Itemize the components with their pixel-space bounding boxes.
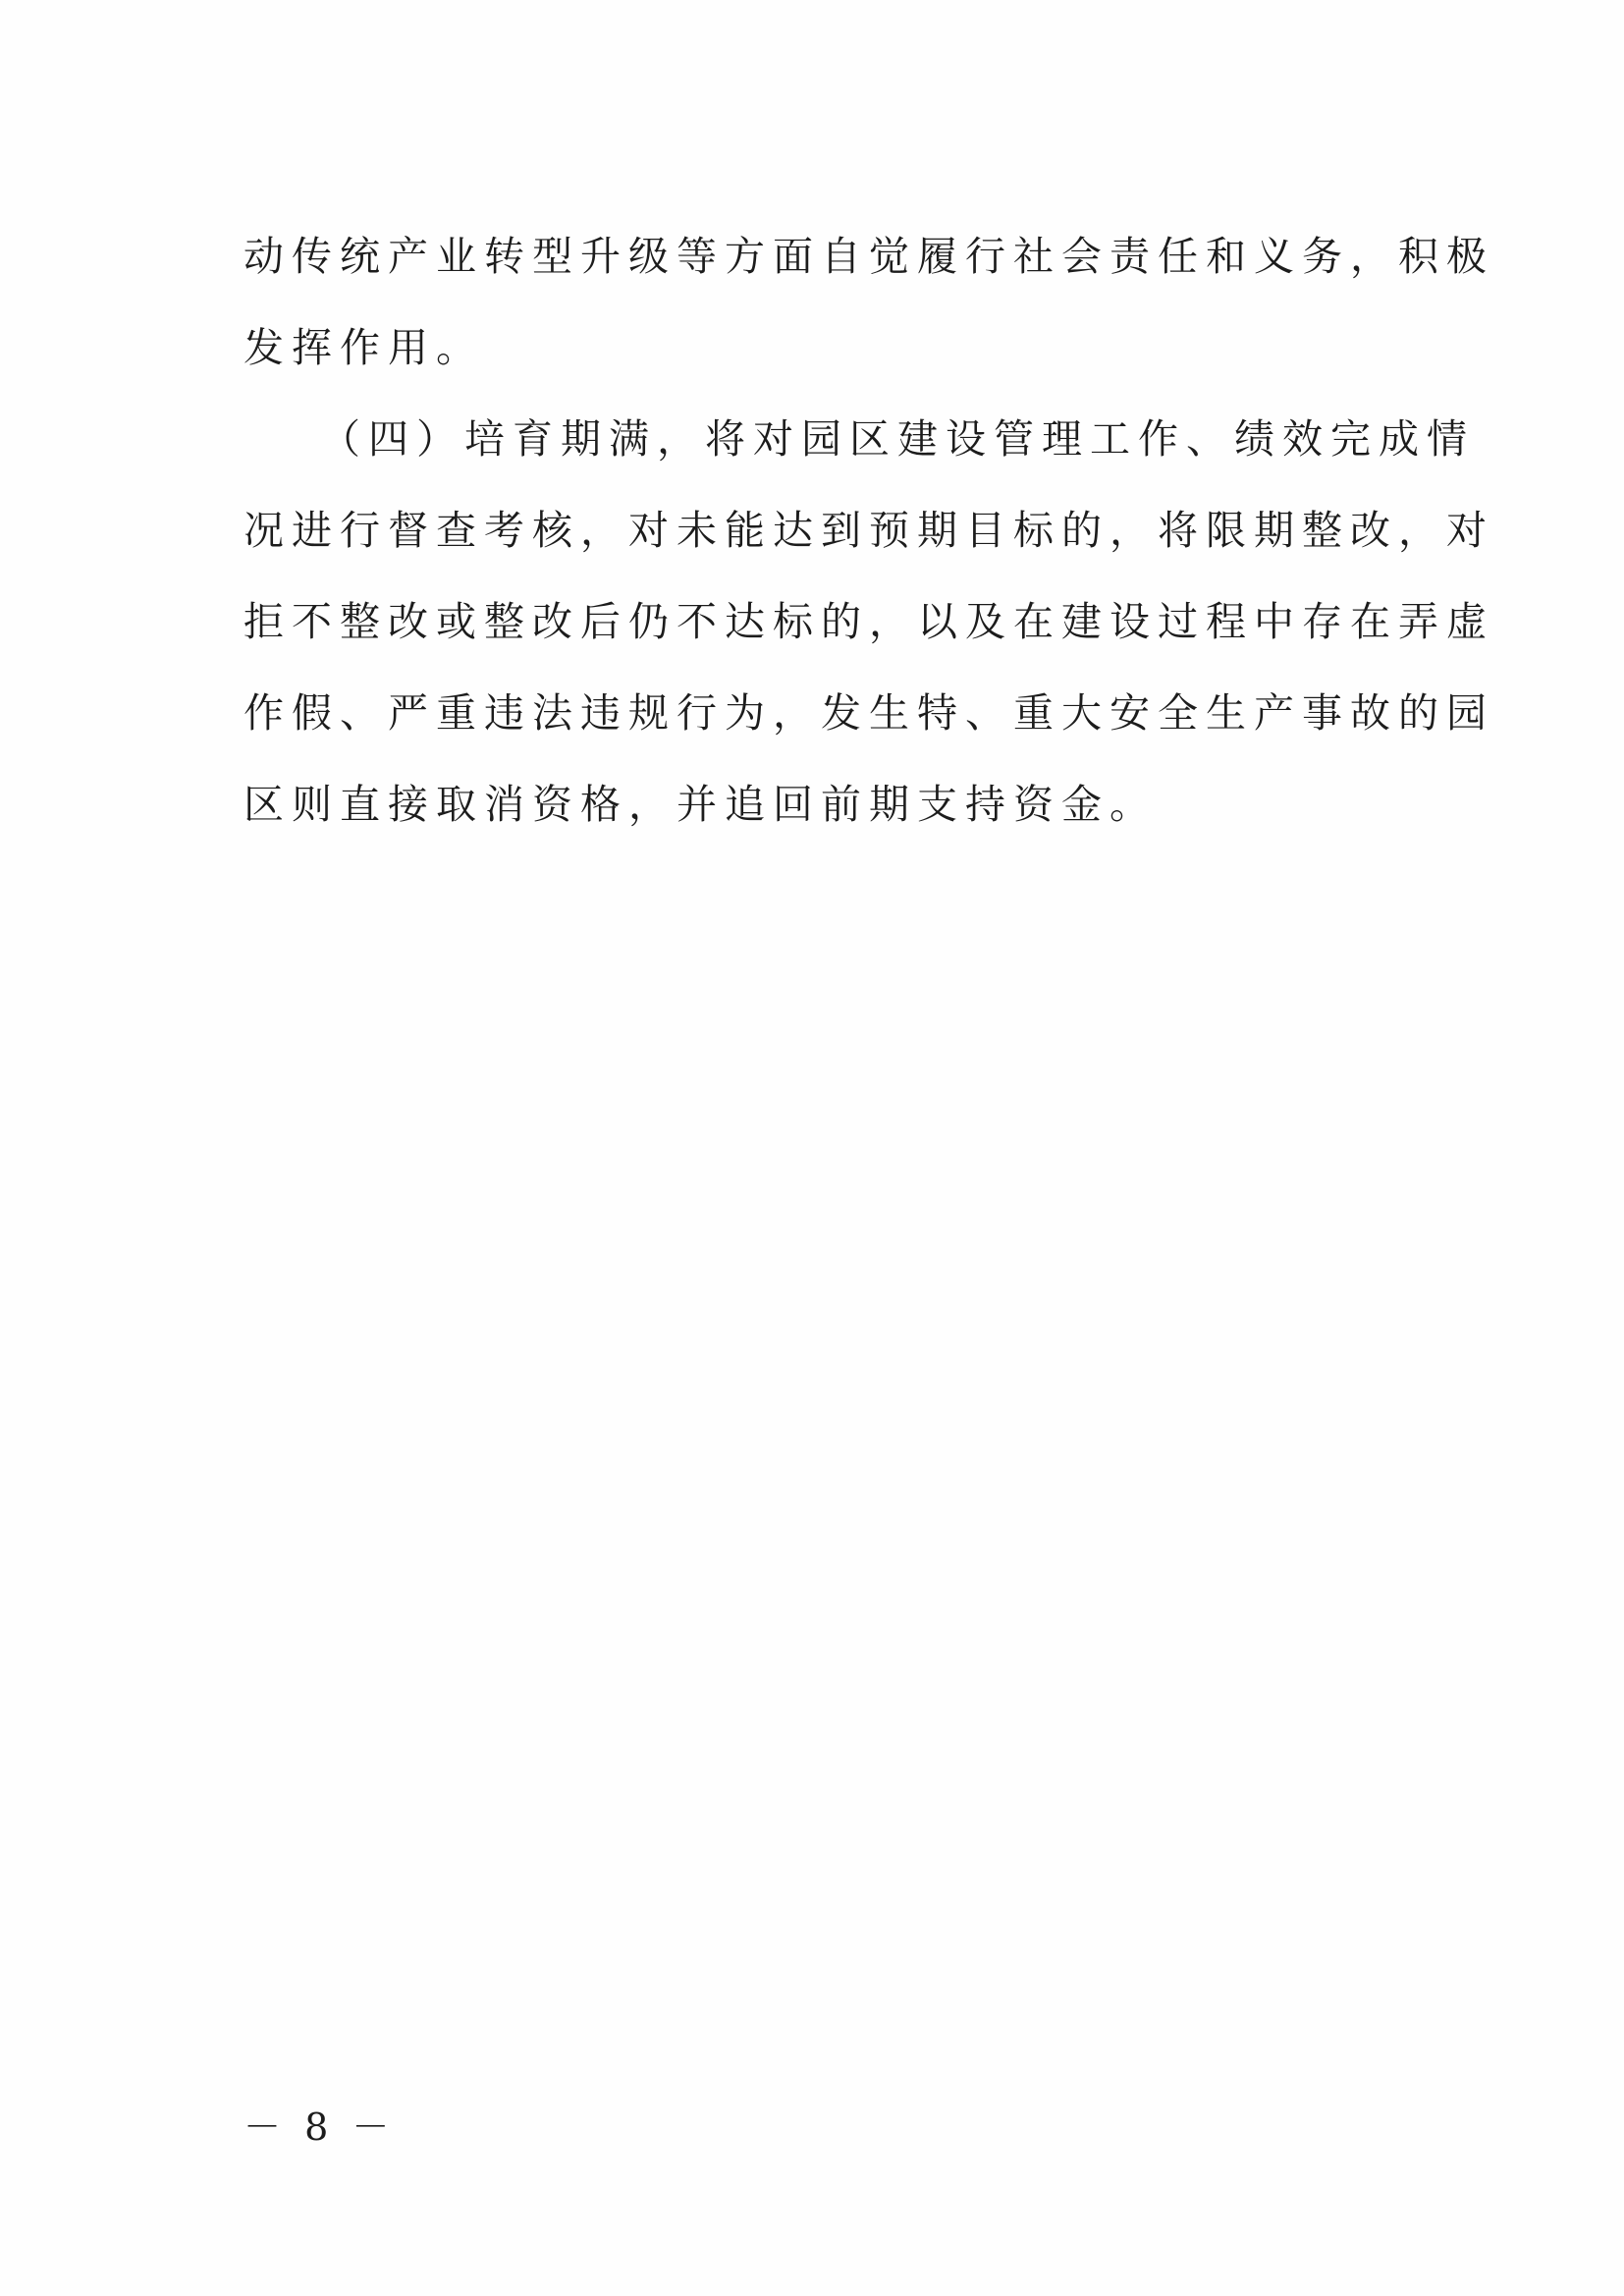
paragraph-2-line-5: 区则直接取消资格，并追回前期支持资金。: [244, 781, 1158, 828]
paragraph-1-line-1: 动传统产业转型升级等方面自觉履行社会责任和义务，积极: [244, 233, 1494, 280]
paragraph-2-line-2: 况进行督查考核，对未能达到预期目标的，将限期整改，对: [244, 507, 1494, 554]
paragraph-2-line-4: 作假、严重违法违规行为，发生特、重大安全生产事故的园: [244, 689, 1494, 737]
paragraph-2-line-3: 拒不整改或整改后仍不达标的，以及在建设过程中存在弄虚: [244, 598, 1494, 645]
body-text: [244, 211, 1494, 850]
paragraph-2-line-1: （四）培育期满，将对园区建设管理工作、绩效完成情: [320, 415, 1475, 463]
page-number: － 8 －: [244, 2105, 396, 2149]
paragraph-1-line-2: 发挥作用。: [244, 324, 484, 371]
